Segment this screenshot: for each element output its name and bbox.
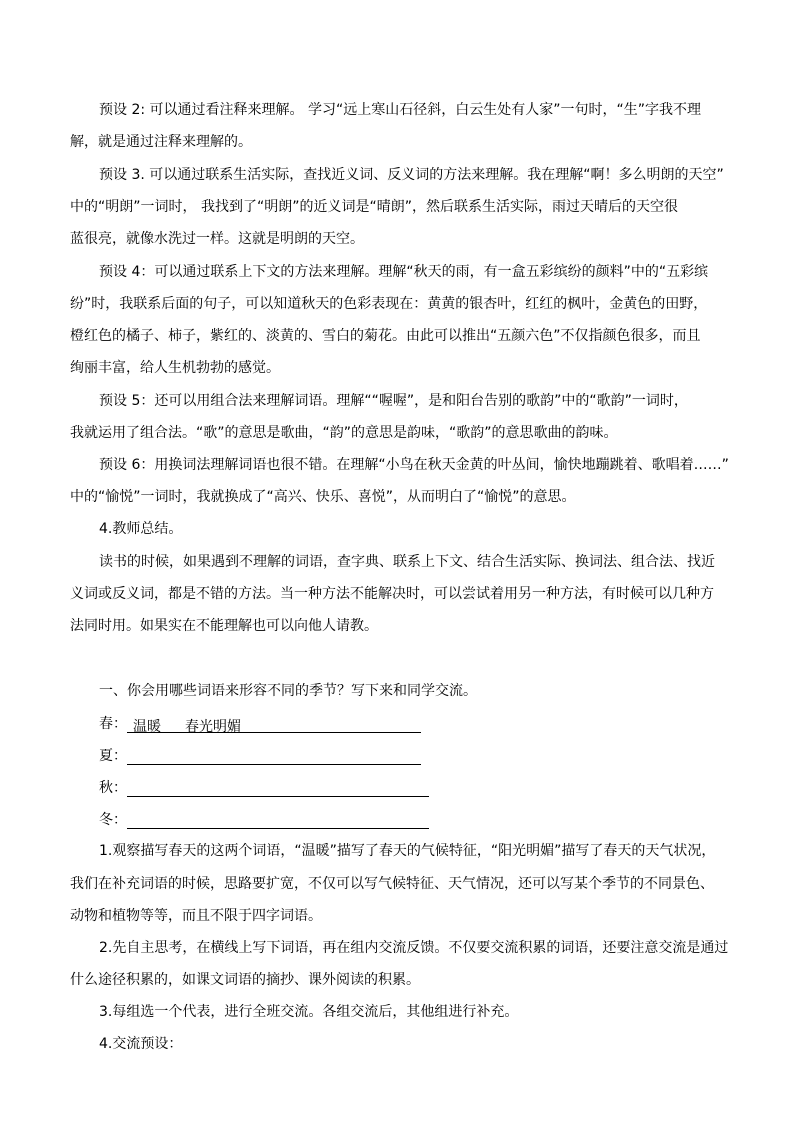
step-3: 3.每组选一个代表，进行全班交流。各组交流后，其他组进行补充。	[99, 1004, 519, 1020]
preset-3-line-1: 预设 3. 可以通过联系生活实际，查找近义词、反义词的方法来理解。我在理解“啊！多么明朗的天空”	[99, 167, 724, 183]
preset-3-line-3: 蓝很亮，就像水洗过一样。这就是明朗的天空。	[70, 231, 364, 247]
season-label: 冬：	[99, 812, 127, 828]
season-row-winter	[99, 809, 429, 829]
season-label: 春：	[99, 716, 127, 732]
preset-5-line-2: 我就运用了组合法。“歌”的意思是歌曲，“韵”的意思是韵味，“歌韵”的意思歌曲的韵味。	[70, 425, 618, 441]
preset-4-line-1: 预设 4：可以通过联系上下文的方法来理解。理解“秋天的雨，有一盒五彩缤纷的颜料”中的“五彩缤	[99, 264, 709, 280]
step-2-line-2: 什么途径积累的，如课文词语的摘抄、课外阅读的积累。	[70, 972, 420, 988]
answer-line	[127, 716, 421, 733]
season-row-spring	[99, 713, 421, 733]
summary-line-3: 法同时用。如果实在不能理解也可以向他人请教。	[70, 618, 378, 634]
season-word: 温暖	[133, 719, 161, 735]
season-label: 夏：	[99, 748, 127, 764]
season-word: 春光明媚	[185, 719, 241, 735]
step-4: 4.交流预设：	[99, 1036, 183, 1052]
step-1-line-2: 我们在补充词语的时候，思路要扩宽，不仅可以写气候特征、天气情况，还可以写某个季节的不同景色、	[70, 876, 714, 892]
preset-5-line-1: 预设 5：还可以用组合法来理解词语。理解““喔喔”，是和阳台告别的歌韵”中的“歌韵”一词时，	[99, 393, 688, 409]
summary-line-2: 义词或反义词，都是不错的方法。当一种方法不能解决时，可以尝试着用另一种方法，有时候可以几种方	[70, 586, 714, 602]
step-1-line-1: 1.观察描写春天的这两个词语，“温暖”描写了春天的气候特征，“阳光明媚”描写了春天的天气状况，	[99, 843, 716, 859]
preset-4-line-3: 橙红色的橘子、柿子，紫红的、淡黄的、雪白的菊花。由此可以推出“五颜六色”不仅指颜色很多，而且	[70, 328, 701, 344]
preset-6-line-1: 预设 6：用换词法理解词语也很不错。在理解“小鸟在秋天金黄的叶丛间，愉快地蹦跳着、歌唱着……”	[99, 457, 729, 473]
preset-2-line-2: 解，就是通过注释来理解的。	[70, 134, 252, 150]
answer-line	[127, 748, 421, 765]
summary-line-1: 读书的时候，如果遇到不理解的词语，查字典、联系上下文、结合生活实际、换词法、组合法、找近	[99, 554, 715, 570]
preset-6-line-2: 中的“愉悦”一词时，我就换成了“高兴、快乐、喜悦”，从而明白了“愉悦”的意思。	[70, 489, 576, 505]
answer-line	[127, 812, 429, 829]
step-1-line-3: 动物和植物等等，而且不限于四字词语。	[70, 908, 322, 924]
question-intro: 一、你会用哪些词语来形容不同的季节？写下来和同学交流。	[99, 683, 477, 699]
preset-2-line-1: 预设 2: 可以通过看注释来理解。 学习“远上寒山石径斜，白云生处有人家”一句时，“生”字我不理	[99, 102, 701, 118]
preset-4-line-4: 绚丽丰富，给人生机勃勃的感觉。	[70, 360, 280, 376]
preset-4-line-2: 纷”时，我联系后面的句子，可以知道秋天的色彩表现在：黄黄的银杏叶，红红的枫叶，金黄色的田野，	[70, 296, 708, 312]
step-2-line-1: 2.先自主思考，在横线上写下词语，再在组内交流反馈。不仅要交流积累的词语，还要注意交流是通过	[99, 940, 729, 956]
preset-3-line-2: 中的“明朗”一词时， 我找到了“明朗”的近义词是“晴朗”，然后联系生活实际，雨过天晴后的天空很	[70, 199, 678, 215]
season-label: 秋：	[99, 780, 127, 796]
season-row-summer	[99, 745, 421, 765]
teacher-summary-heading: 4.教师总结。	[99, 521, 183, 537]
season-row-autumn	[99, 777, 429, 797]
answer-line	[127, 780, 429, 797]
